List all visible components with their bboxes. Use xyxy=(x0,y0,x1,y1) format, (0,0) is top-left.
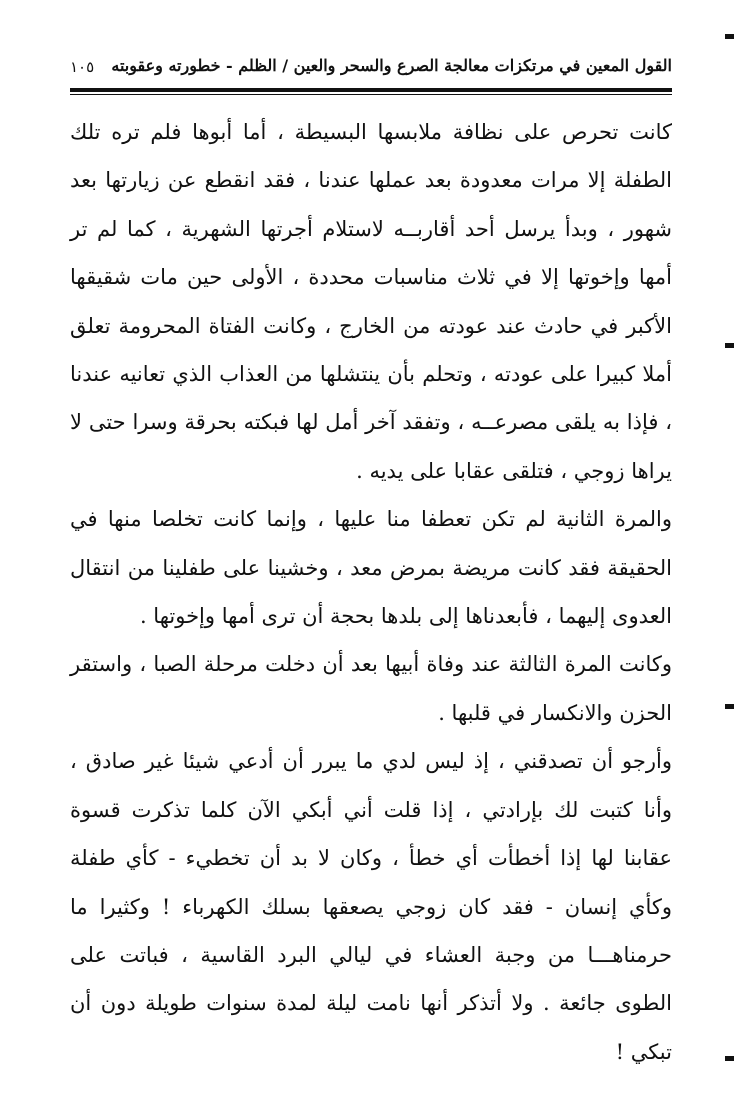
scan-edge-mark-bottom xyxy=(725,1056,734,1061)
scan-edge-mark-middle xyxy=(725,704,734,709)
paragraph-1: كانت تحرص على نظافة ملابسها البسيطة ، أما أبوها فلم تره تلك الطفلة إلا مرات معدودة بعد عملها عندنا ، فقد انقطع عن زيارتها بعد شهور ، وبدأ يرسل أحد أقاربــه لاستلام أجرتها الشهرية ، كما لم تر أمها وإخوتها إلا في ثلاث مناسبات محددة ، الأولى حين مات شقيقها الأكبر في حادث عند عودته من الخارج ، وكانت الفتاة المحرومة تعلق أملا كبيرا على عودته ، وتحلم بأن ينتشلها من العذاب الذي تعانيه عندنا ، فإذا به يلقى مصرعــه ، وتفقد آخر أمل لها فبكته بحرقة وسرا حتى لا يراها زوجي ، فتلقى عقابا على يديه . xyxy=(70,120,672,483)
header-rule-thick xyxy=(70,88,672,92)
scan-edge-mark-top xyxy=(725,34,734,39)
paragraph-2: والمرة الثانية لم تكن تعطفا منا عليها ، وإنما كانت تخلصا منها في الحقيقة فقد كانت مريضة بمرض معد ، وخشينا على طفلينا من انتقال العدوى إليهما ، فأبعدناها إلى بلدها بحجة أن ترى أمها وإخوتها . xyxy=(70,507,672,629)
page-number: ١٠٥ xyxy=(70,58,95,76)
scan-edge-mark-upper xyxy=(725,343,734,348)
paragraph-4: وأرجو أن تصدقني ، إذ ليس لدي ما يبرر أن أدعي شيئا غير صادق ، وأنا كتبت لك بإرادتي ، إذا قلت أني أبكي الآن كلما تذكرت قسوة عقابنا لها إذا أخطأت أي خطأ ، وكان لا بد أن تخطيء - كأي طفلة وكأي إنسان - فقد كان زوجي يصعقها بسلك الكهرباء ! وكثيرا ما حرمناهـــا من وجبة العشاء في ليالي البرد القاسية ، فباتت على الطوى جائعة . ولا أتذكر أنها نامت ليلة لمدة سنوات طويلة دون أن تبكي ! xyxy=(70,749,672,1064)
header-rule-thin xyxy=(70,94,672,95)
running-header-title: القول المعين في مرتكزات معالجة الصرع والسحر والعين / الظلم - خطورته وعقوبته xyxy=(111,56,672,75)
page-header xyxy=(70,48,672,88)
paragraph-3: وكانت المرة الثالثة عند وفاة أبيها بعد أن دخلت مرحلة الصبا ، واستقر الحزن والانكسار في قلبها . xyxy=(70,652,672,725)
body-text xyxy=(70,108,672,1076)
